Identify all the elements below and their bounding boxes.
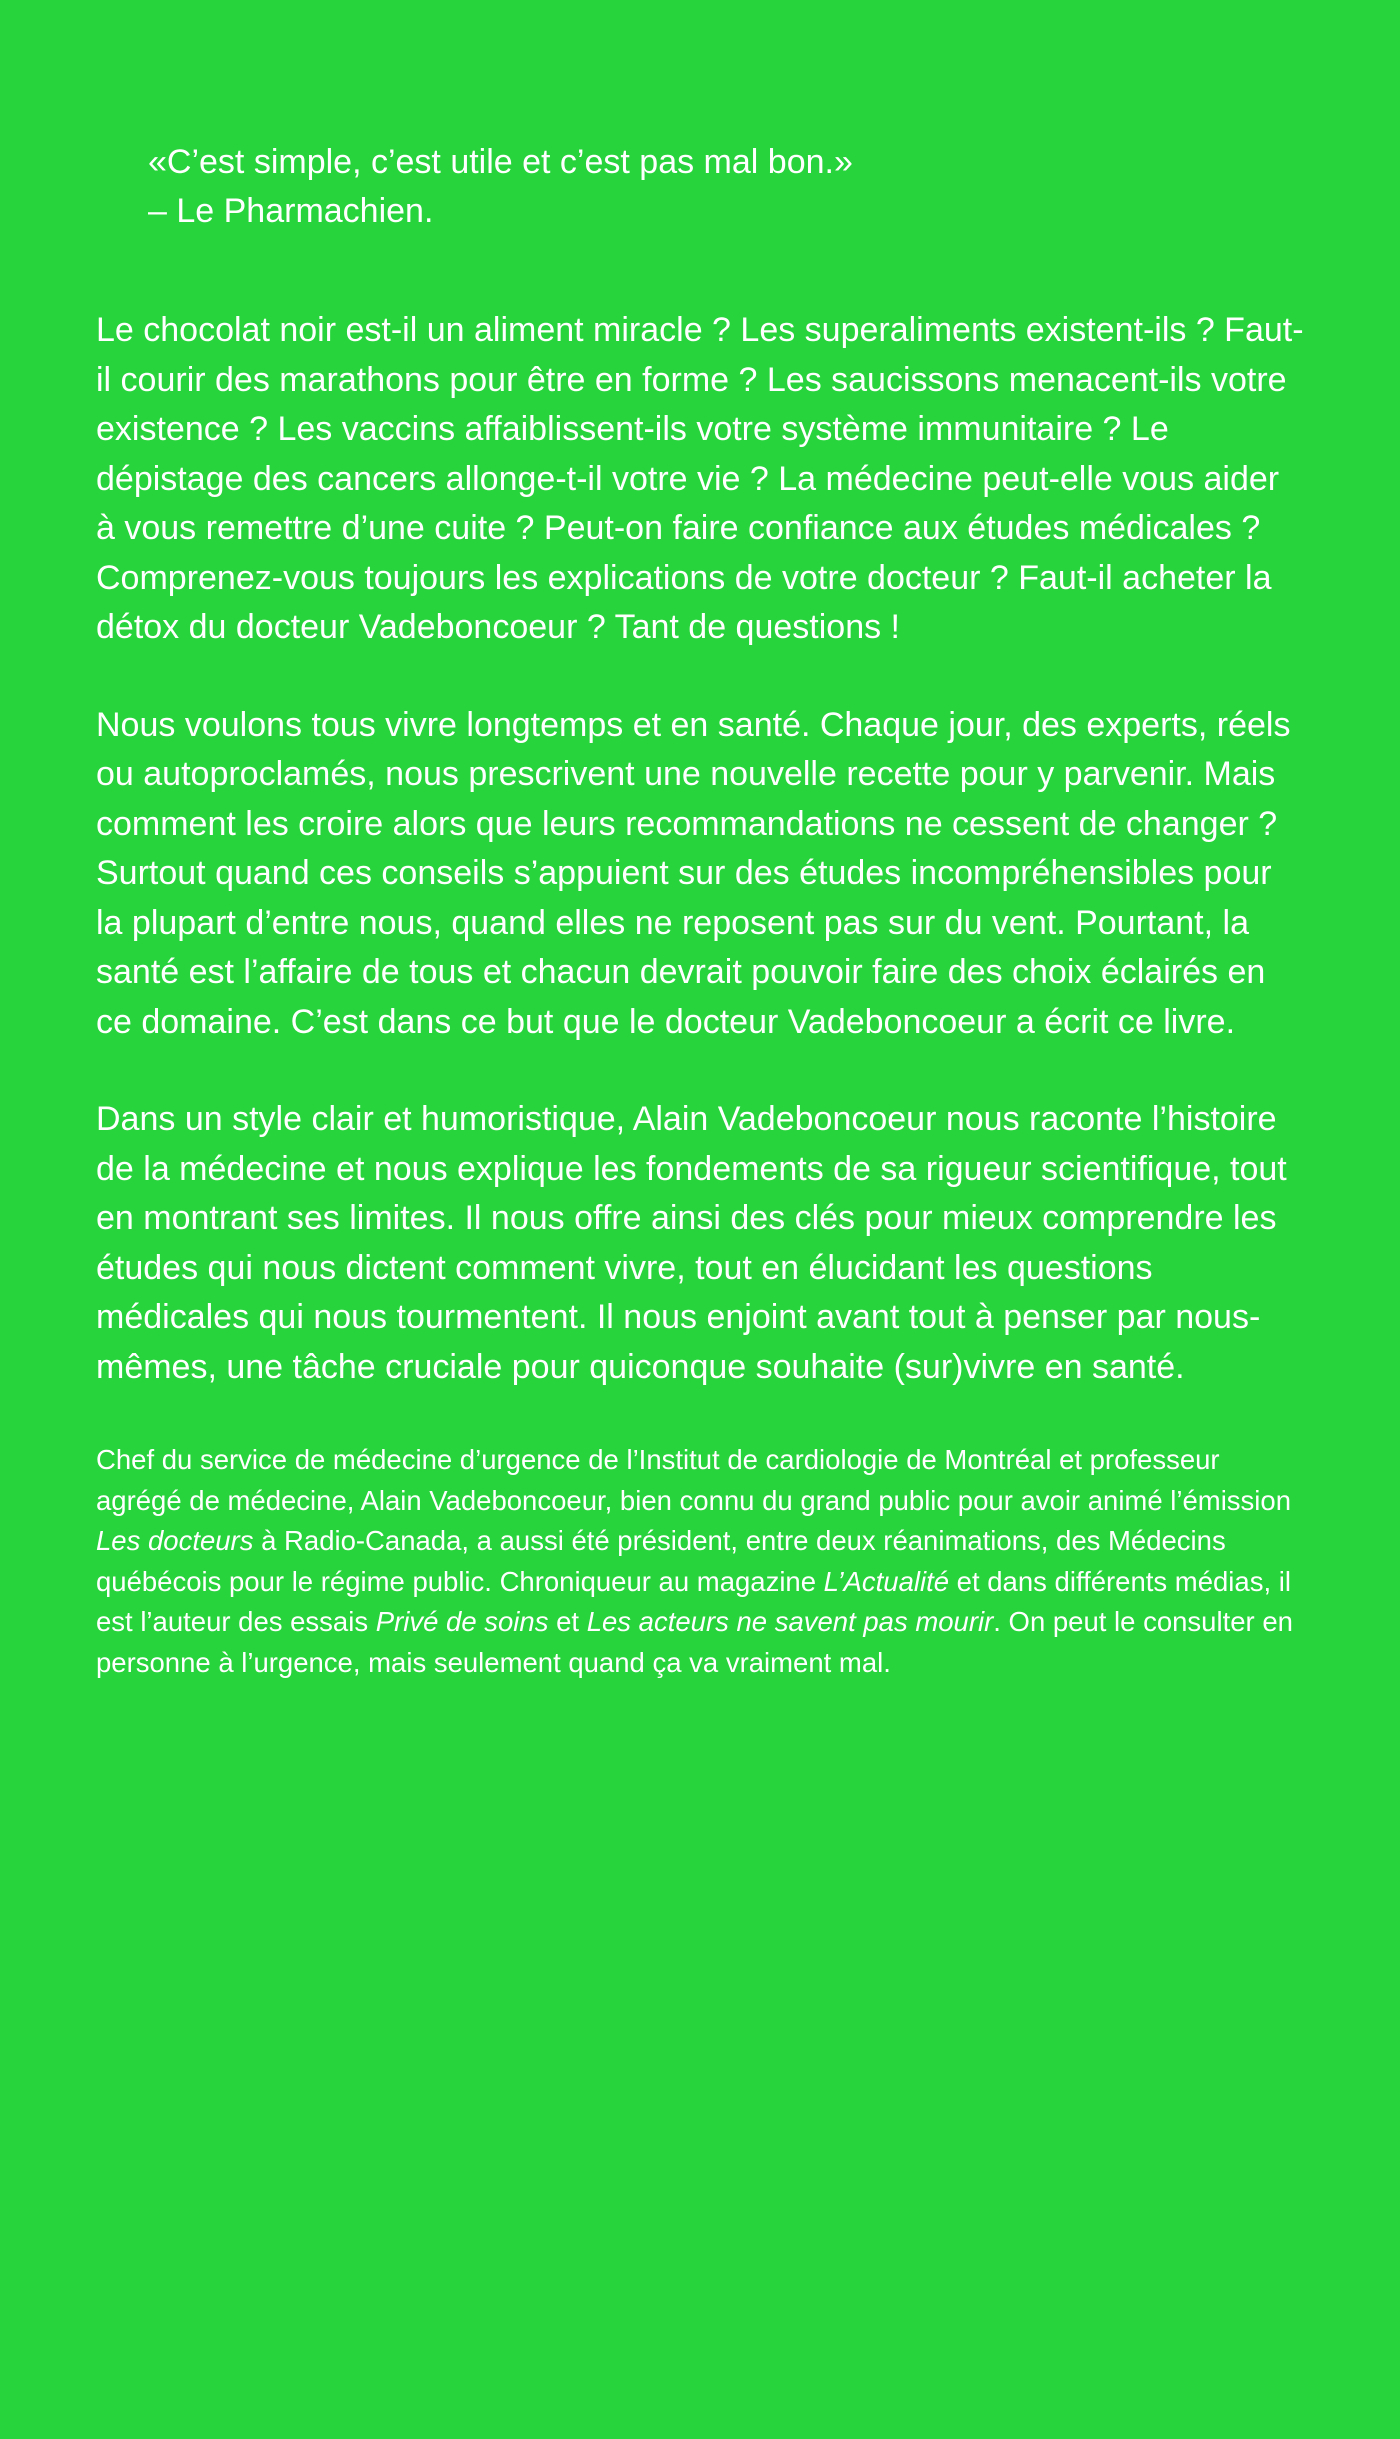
paragraph-book-summary: Dans un style clair et humoristique, Alain Vadeboncoeur nous raconte l’histoire de la médecine et nous explique les fondements de sa rigueur scientifique, tout en montrant ses limites. Il nous offre ainsi des clés pour mieux comprendre les études qui nous dictent comment vivre, tout en élucidant les questions médicales qui nous tourmentent. Il nous enjoint avant tout à penser par nous-mêmes, une tâche cruciale pour quiconque souhaite (sur)vivre en santé. bbox=[96, 1100, 1287, 1386]
paragraph-health: Nous voulons tous vivre longtemps et en santé. Chaque jour, des experts, réels ou autoproclamés, nous prescrivent une nouvelle recette pour y parvenir. Mais comment les croire alors que leurs recommandations ne cessent de changer ? Surtout quand ces conseils s’appuient sur des études incompréhensibles pour la plupart d’entre nous, quand elles ne reposent pas sur du vent. Pourtant, la santé est l’affaire de tous et chacun devrait pouvoir faire des choix éclairés en ce domaine. C’est dans ce but que le docteur Vadeboncoeur a écrit ce livre. bbox=[96, 705, 1291, 1041]
bio-show-title: Les docteurs bbox=[96, 1525, 254, 1556]
bio-text-1: Chef du service de médecine d’urgence de l’Institut de cardiologie de Montréal et professeur agrégé de médecine, Alain Vadeboncoeur, bien connu du grand public pour avoir animé l’émission bbox=[96, 1444, 1292, 1516]
bio-text-3: et dans différents médias, il est l’auteur des essais bbox=[96, 1565, 1291, 1637]
quote-text: «C’est simple, c’est utile et c’est pas mal bon.» bbox=[148, 143, 853, 181]
bio-essay-2-title: Les acteurs ne savent pas mourir bbox=[586, 1606, 994, 1637]
author-bio bbox=[96, 1440, 1304, 1683]
paragraph-questions: Le chocolat noir est-il un aliment miracle ? Les superaliments existent-ils ? Faut-il courir des marathons pour être en forme ? Les saucissons menacent-ils votre existence ? Les vaccins affaiblissent-ils votre système immunitaire ? Le dépistage des cancers allonge-t-il votre vie ? La médecine peut-elle vous aider à vous remettre d’une cuite ? Peut-on faire confiance aux études médicales ? Comprenez-vous toujours les explications de votre docteur ? Faut-il acheter la détox du docteur Vadeboncoeur ? Tant de questions ! bbox=[96, 311, 1304, 646]
bio-text-5: . On peut le consulter en personne à l’urgence, mais seulement quand ça va vraiment mal. bbox=[96, 1606, 1293, 1678]
epigraph-quote bbox=[148, 138, 1304, 236]
bio-text-2: à Radio-Canada, a aussi été président, entre deux réanimations, des Médecins québécois pour le régime public. Chroniqueur au magazine bbox=[96, 1525, 1226, 1597]
bio-text-4: et bbox=[548, 1606, 587, 1637]
quote-attribution: – Le Pharmachien. bbox=[148, 192, 434, 230]
bio-essay-1-title: Privé de soins bbox=[375, 1606, 549, 1637]
bio-magazine-title: L’Actualité bbox=[823, 1565, 950, 1597]
